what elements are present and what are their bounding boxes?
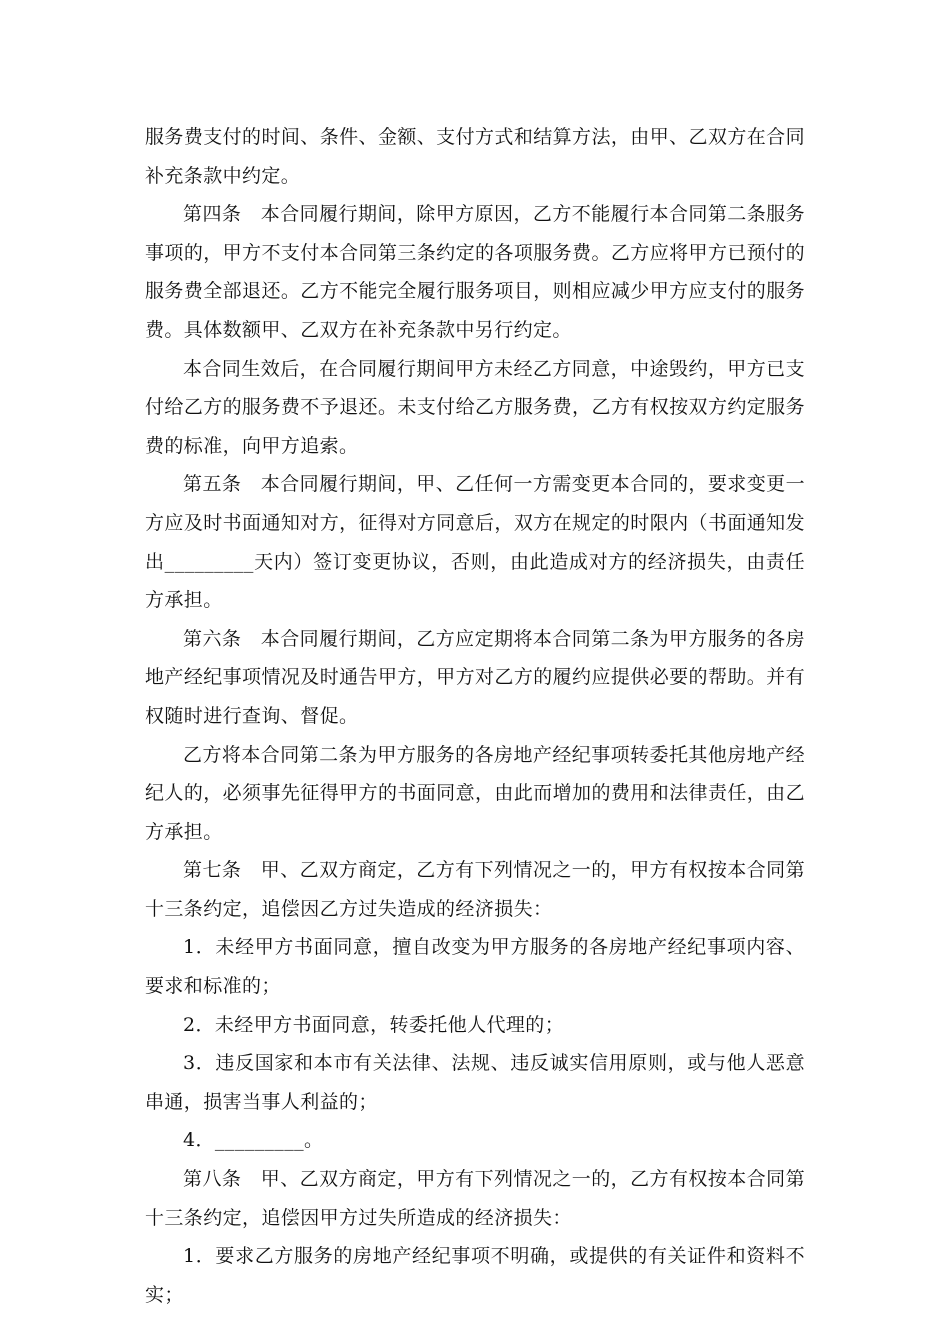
list-item-article-8-1: 1．要求乙方服务的房地产经纪事项不明确，或提供的有关证件和资料不实；	[145, 1245, 805, 1306]
list-item-article-7-3: 3．违反国家和本市有关法律、法规、违反诚实信用原则，或与他人恶意串通，损害当事人利益的；	[145, 1052, 805, 1113]
paragraph-article-4-breach: 本合同生效后，在合同履行期间甲方未经乙方同意，中途毁约，甲方已支付给乙方的服务费不予退还。未支付给乙方服务费，乙方有权按双方约定服务费的标准，向甲方追索。	[145, 357, 805, 457]
paragraph-article-6: 第六条 本合同履行期间，乙方应定期将本合同第二条为甲方服务的各房地产经纪事项情况及时通告甲方，甲方对乙方的履约应提供必要的帮助。并有权随时进行查询、督促。	[145, 627, 805, 727]
document-page	[145, 118, 805, 1314]
list-item-article-7-2: 2．未经甲方书面同意，转委托他人代理的；	[183, 1013, 565, 1036]
list-item-article-7-1: 1．未经甲方书面同意，擅自改变为甲方服务的各房地产经纪事项内容、要求和标准的；	[145, 936, 805, 998]
list-item-article-7-4: 4．_________。	[183, 1129, 324, 1152]
paragraph-article-5: 第五条 本合同履行期间，甲、乙任何一方需变更本合同的，要求变更一方应及时书面通知对方，征得对方同意后，双方在规定的时限内（书面通知发出_________天内）签订变更协议，否则，由此造成对方的经济损失，由责任方承担。	[145, 473, 805, 612]
paragraph-article-6-subcontract: 乙方将本合同第二条为甲方服务的各房地产经纪事项转委托其他房地产经纪人的，必须事先征得甲方的书面同意，由此而增加的费用和法律责任，由乙方承担。	[145, 743, 805, 843]
paragraph-article-4: 第四条 本合同履行期间，除甲方原因，乙方不能履行本合同第二条服务事项的，甲方不支付本合同第三条约定的各项服务费。乙方应将甲方已预付的服务费全部退还。乙方不能完全履行服务项目，则相应减少甲方应支付的服务费。具体数额甲、乙双方在补充条款中另行约定。	[145, 203, 805, 341]
paragraph-article-7: 第七条 甲、乙双方商定，乙方有下列情况之一的，甲方有权按本合同第十三条约定，追偿因乙方过失造成的经济损失：	[145, 859, 805, 920]
paragraph-fee-payment: 服务费支付的时间、条件、金额、支付方式和结算方法，由甲、乙双方在合同补充条款中约定。	[145, 126, 805, 187]
paragraph-article-8: 第八条 甲、乙双方商定，甲方有下列情况之一的，乙方有权按本合同第十三条约定，追偿因甲方过失所造成的经济损失：	[145, 1168, 805, 1229]
